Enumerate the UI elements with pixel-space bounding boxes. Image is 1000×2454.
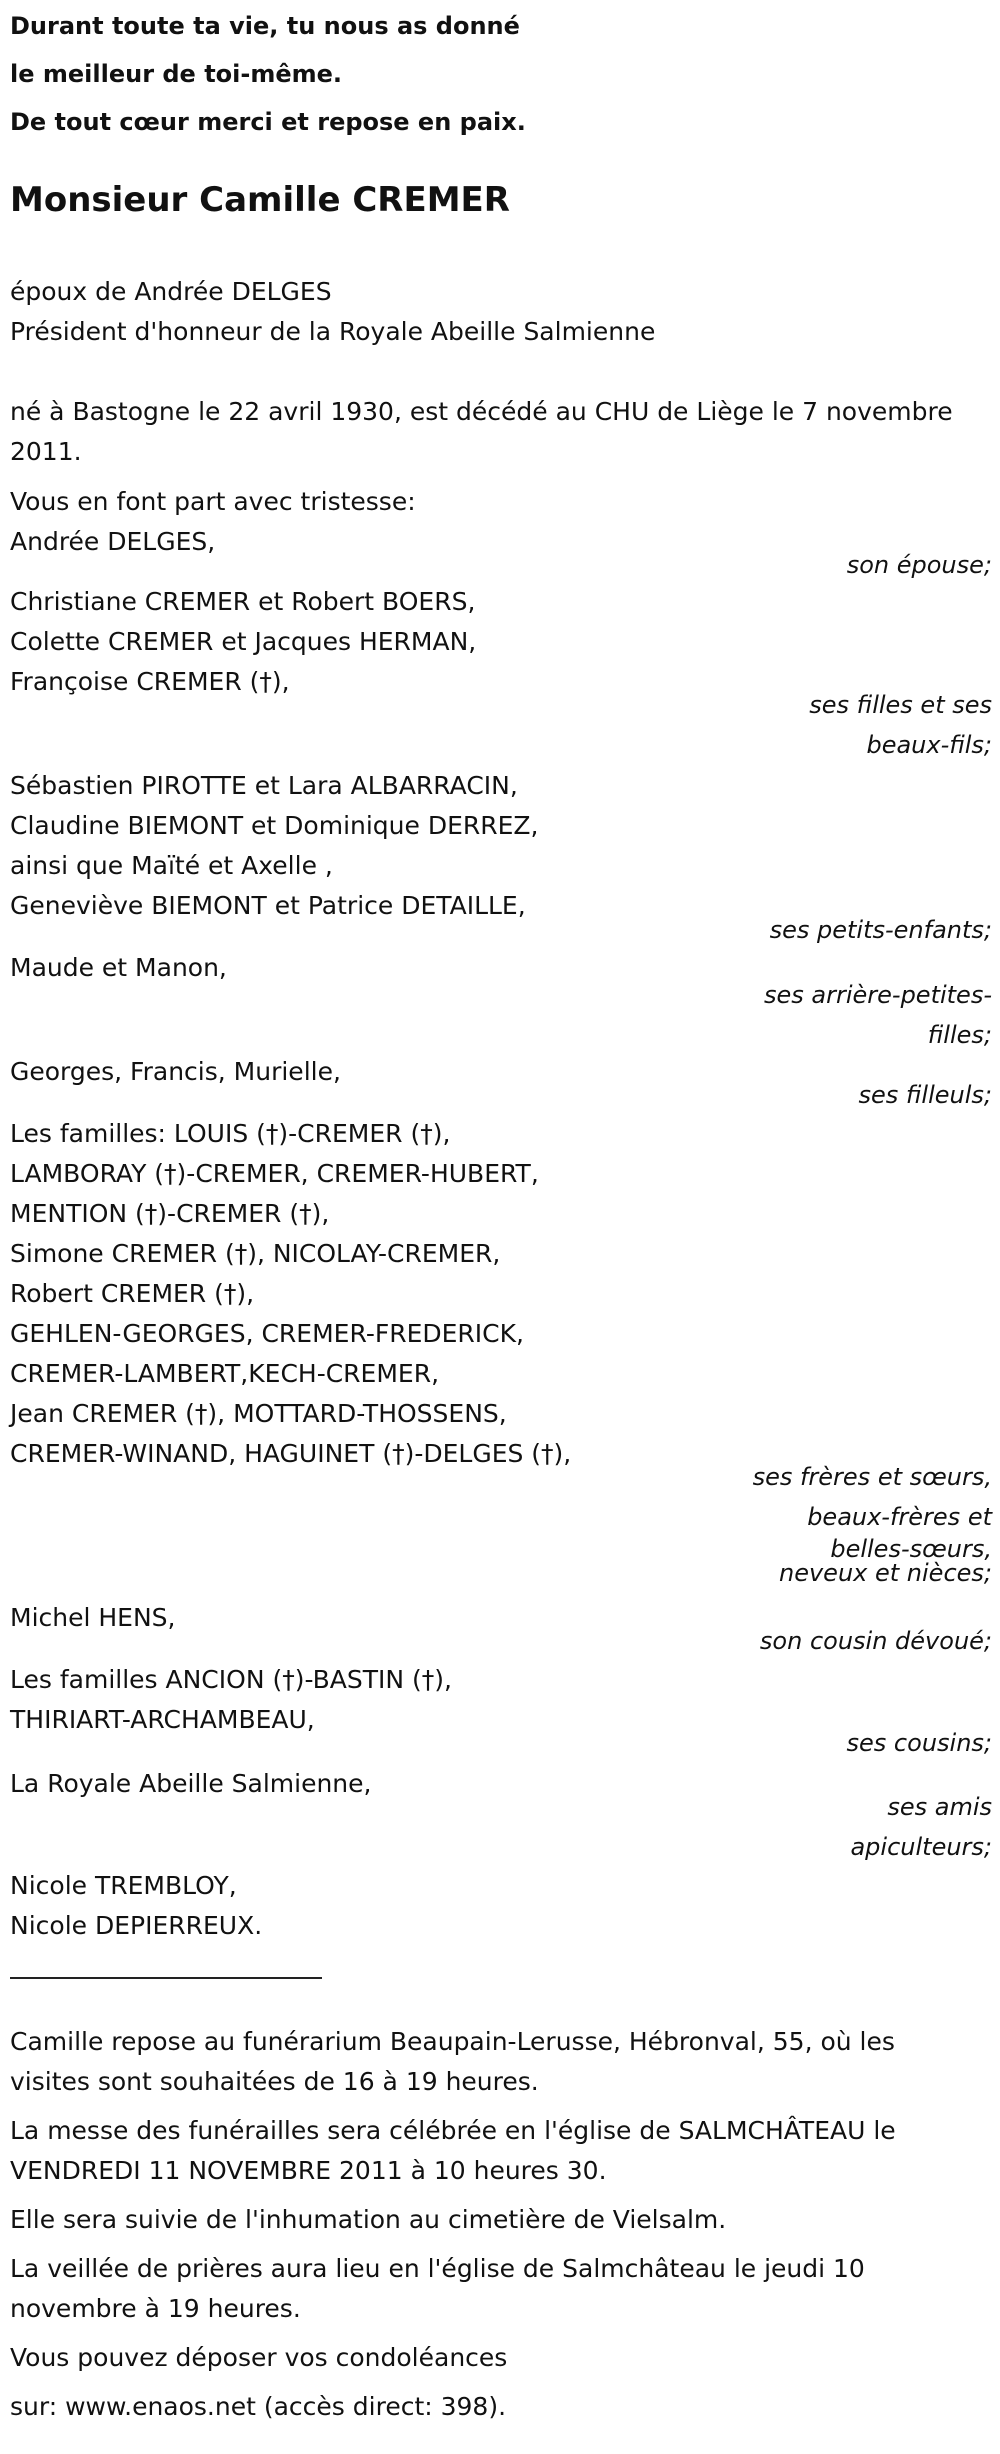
relation-line: ses frères et sœurs, <box>752 1463 992 1491</box>
family-name-line: LAMBORAY (†)-CREMER, CREMER-HUBERT, <box>10 1159 539 1188</box>
family-group-relation <box>847 545 992 585</box>
family-name-line: Nicole TREMBLOY, <box>10 1871 237 1900</box>
detail-line: VENDREDI 11 NOVEMBRE 2011 à 10 heures 30. <box>10 2156 607 2185</box>
detail-paragraph <box>10 2249 865 2329</box>
family-group-names <box>10 1598 176 1638</box>
detail-line: novembre à 19 heures. <box>10 2294 301 2323</box>
relation-line: ses petits-enfants; <box>769 916 992 944</box>
detail-paragraph <box>10 2111 896 2191</box>
family-name-line: THIRIART-ARCHAMBEAU, <box>10 1705 315 1734</box>
family-group-names <box>10 1866 262 1946</box>
family-group-names <box>10 582 476 702</box>
title-line: époux de Andrée DELGES <box>10 277 332 306</box>
family-name-line: Christiane CREMER et Robert BOERS, <box>10 587 476 616</box>
family-group-names <box>10 1660 452 1740</box>
family-group-names <box>10 522 215 562</box>
birth-death-line: né à Bastogne le 22 avril 1930, est décédé au CHU de Liège le 7 novembre <box>10 397 953 426</box>
family-name-line: Les familles ANCION (†)-BASTIN (†), <box>10 1665 452 1694</box>
family-name-line: Simone CREMER (†), NICOLAY-CREMER, <box>10 1239 501 1268</box>
detail-paragraph <box>10 2338 507 2378</box>
motto-line: le meilleur de toi-même. <box>10 60 343 88</box>
birth-death <box>10 392 953 472</box>
motto-line: De tout cœur merci et repose en paix. <box>10 108 526 136</box>
family-name-line: Françoise CREMER (†), <box>10 667 290 696</box>
motto-line: Durant toute ta vie, tu nous as donné <box>10 12 520 40</box>
detail-paragraph <box>10 2022 895 2102</box>
detail-paragraph <box>10 2200 726 2240</box>
family-name-line: MENTION (†)-CREMER (†), <box>10 1199 330 1228</box>
family-group-names <box>10 1764 371 1804</box>
detail-line: Vous pouvez déposer vos condoléances <box>10 2343 508 2372</box>
family-name-line: Nicole DEPIERREUX. <box>10 1911 263 1940</box>
family-name-line: Claudine BIEMONT et Dominique DERREZ, <box>10 811 539 840</box>
relation-line: neveux et nièces; <box>779 1559 992 1587</box>
family-group-relation <box>850 1787 992 1867</box>
family-group-relation <box>859 1075 992 1115</box>
family-name-line: Geneviève BIEMONT et Patrice DETAILLE, <box>10 891 526 920</box>
relation-line: beaux-frères et <box>807 1503 992 1531</box>
announcement: Vous en font part avec tristesse: <box>10 487 416 516</box>
family-name-line: Georges, Francis, Murielle, <box>10 1057 341 1086</box>
detail-line: Elle sera suivie de l'inhumation au cimetière de Vielsalm. <box>10 2205 727 2234</box>
detail-line: Camille repose au funérarium Beaupain-Lerusse, Hébronval, 55, où les <box>10 2027 895 2056</box>
family-group-relation <box>760 1621 992 1661</box>
relation-line: son cousin dévoué; <box>759 1627 992 1655</box>
detail-line: La messe des funérailles sera célébrée en l'église de SALMCHÂTEAU le <box>10 2116 896 2145</box>
relation-line: belles-sœurs, <box>830 1535 992 1563</box>
family-name-line: La Royale Abeille Salmienne, <box>10 1769 372 1798</box>
family-group-names <box>10 1052 341 1092</box>
family-name-line: Sébastien PIROTTE et Lara ALBARRACIN, <box>10 771 518 800</box>
detail-line: visites sont souhaitées de 16 à 19 heures. <box>10 2067 539 2096</box>
relation-line: ses cousins; <box>846 1729 992 1757</box>
family-name-line: Michel HENS, <box>10 1603 176 1632</box>
condolence-link-line: sur: www.enaos.net (accès direct: 398). <box>10 2392 507 2421</box>
family-name-line: Maude et Manon, <box>10 953 227 982</box>
birth-death-line: 2011. <box>10 437 82 466</box>
family-group-names <box>10 1114 571 1474</box>
family-name-line: Colette CREMER et Jacques HERMAN, <box>10 627 477 656</box>
family-group-relation <box>753 1457 992 1585</box>
deceased-titles <box>10 272 655 352</box>
relation-line: ses arrière-petites- <box>764 981 992 1009</box>
relation-line: son épouse; <box>846 551 992 579</box>
family-group-names <box>10 948 227 988</box>
family-name-line: Andrée DELGES, <box>10 527 216 556</box>
relation-line: ses filles et ses <box>809 691 992 719</box>
detail-paragraph <box>10 2387 506 2427</box>
relation-line: apiculteurs; <box>850 1833 992 1861</box>
title-line: Président d'honneur de la Royale Abeille Salmienne <box>10 317 656 346</box>
family-name-line: Les familles: LOUIS (†)-CREMER (†), <box>10 1119 451 1148</box>
relation-line: filles; <box>927 1021 992 1049</box>
family-name-line: CREMER-WINAND, HAGUINET (†)-DELGES (†), <box>10 1439 572 1468</box>
family-group-relation <box>847 1723 992 1763</box>
motto <box>10 2 526 146</box>
family-group-relation <box>809 685 992 765</box>
separator-rule <box>10 1977 322 1979</box>
family-name-line: ainsi que Maïté et Axelle , <box>10 851 333 880</box>
family-name-line: Robert CREMER (†), <box>10 1279 255 1308</box>
detail-line: La veillée de prières aura lieu en l'église de Salmchâteau le jeudi 10 <box>10 2254 865 2283</box>
family-name-line: GEHLEN-GEORGES, CREMER-FREDERICK, <box>10 1319 524 1348</box>
relation-line: ses amis <box>887 1793 992 1821</box>
deceased-name: Monsieur Camille CREMER <box>10 180 510 220</box>
family-group-relation <box>770 910 992 950</box>
family-name-line: CREMER-LAMBERT,KECH-CREMER, <box>10 1359 440 1388</box>
family-name-line: Jean CREMER (†), MOTTARD-THOSSENS, <box>10 1399 507 1428</box>
relation-line: ses filleuls; <box>858 1081 992 1109</box>
relation-line: beaux-fils; <box>866 731 992 759</box>
family-group-relation <box>764 975 992 1055</box>
family-group-names <box>10 766 539 926</box>
